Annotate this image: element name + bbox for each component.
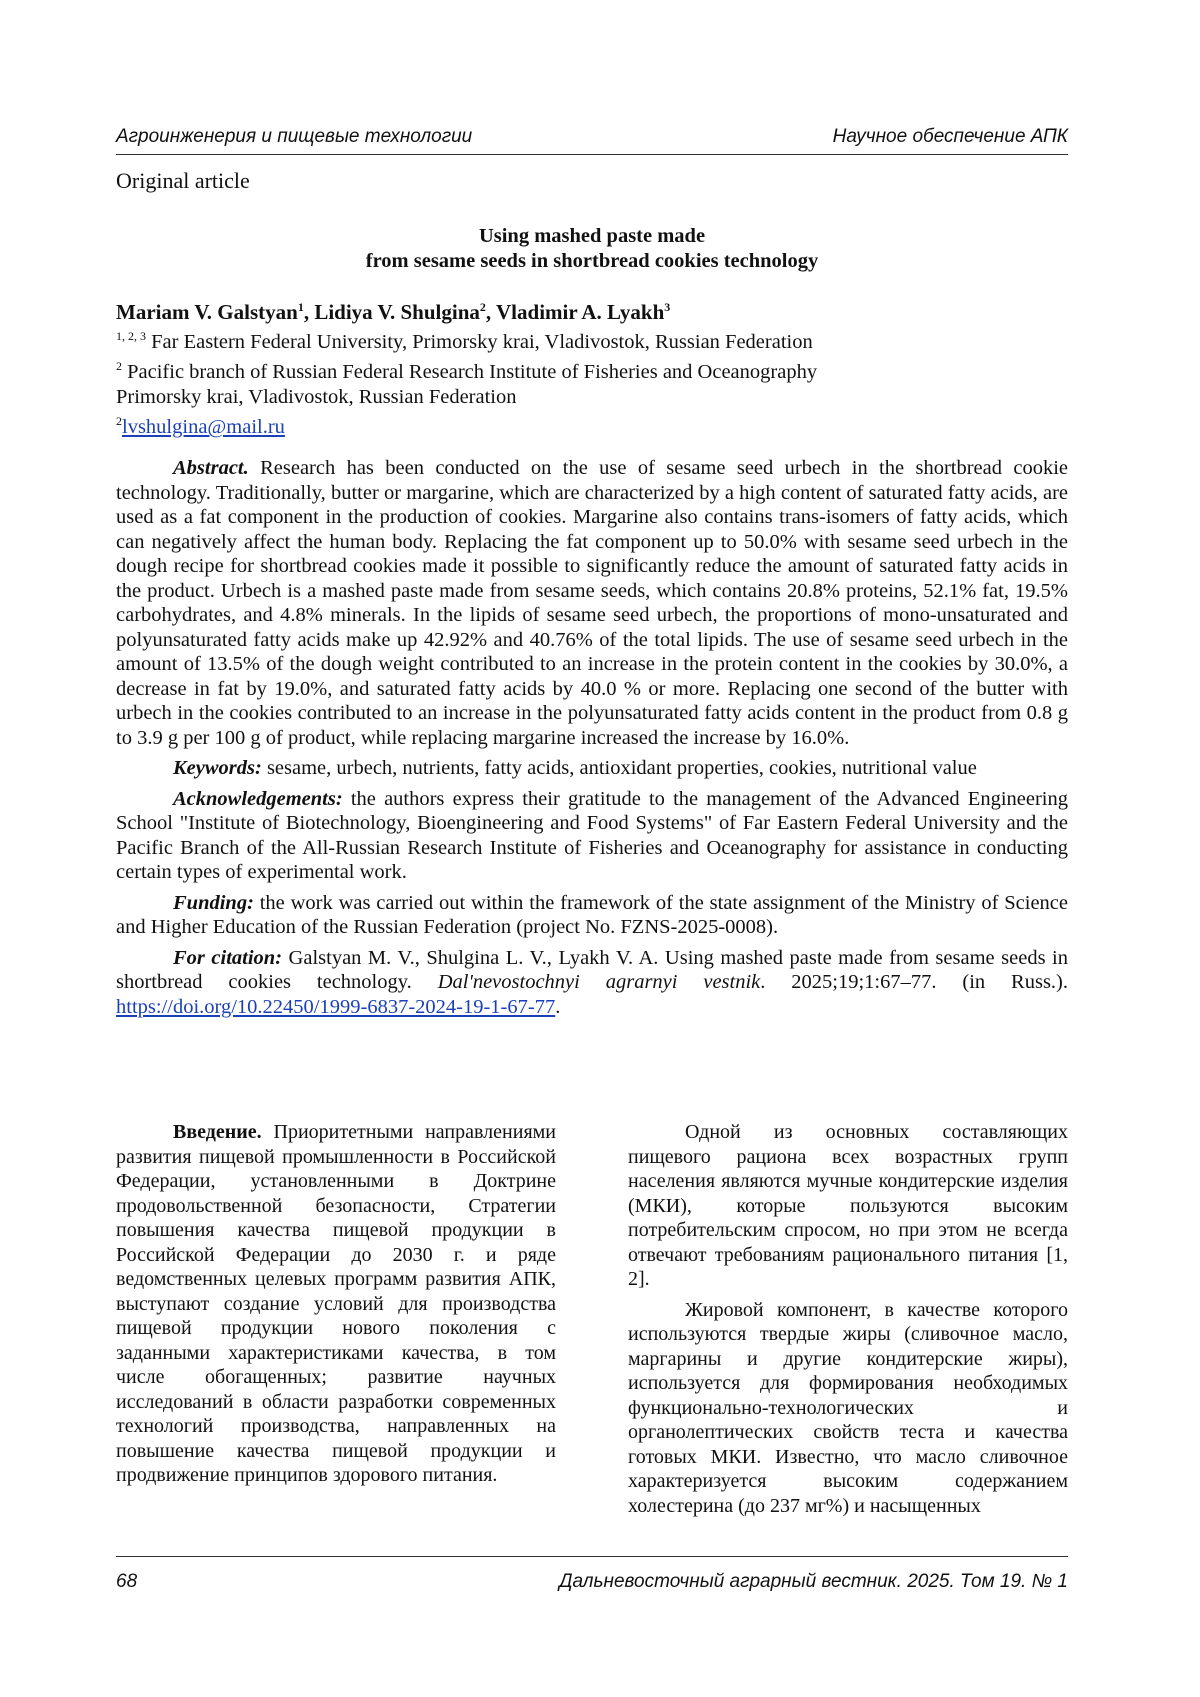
- running-header: [116, 124, 1068, 155]
- funding-text: the work was carried out within the framework of the state assignment of the Ministry of Science and Higher Education of the Russian Federation (project No. FZNS-2025-0008).: [116, 891, 1068, 938]
- keywords-label: Keywords:: [173, 757, 262, 779]
- author-3-sup: 3: [664, 300, 671, 314]
- email-link[interactable]: lvshulgina@mail.ru: [122, 415, 285, 438]
- title-line-2: from sesame seeds in shortbread cookies technology: [365, 250, 819, 272]
- body-column-left: [116, 1120, 556, 1494]
- affiliation-1-text: Far Eastern Federal University, Primorsky krai, Vladivostok, Russian Federation: [146, 330, 813, 353]
- author-list: [116, 300, 1068, 325]
- abstract-section: [116, 456, 1068, 1025]
- abstract-paragraph: [116, 456, 1068, 750]
- affiliation-2-text: Pacific branch of Russian Federal Research Institute of Fisheries and Oceanography: [122, 361, 818, 384]
- author-2-sup: 2: [479, 300, 486, 314]
- affiliation-1-sup: 1, 2, 3: [116, 329, 146, 343]
- header-section: Агроинженерия и пищевые технологии: [116, 126, 473, 147]
- footer-journal: Дальневосточный аграрный вестник. 2025. Том 19. № 1: [559, 1571, 1068, 1592]
- body-paragraph-2: Жировой компонент, в качестве которого используются твердые жиры (сливочное масло, маргарины и другие кондитерские жиры), используется для формирования необходимых функционально-технологических и органолептических свойств теста и качества готовых МКИ. Известно, что масло сливочное характеризуется высоким содержанием холестерина (до 237 мг%) и насыщенных: [628, 1298, 1068, 1517]
- acknowledgements-label: Acknowledgements:: [173, 787, 343, 810]
- citation-details: . 2025;19;1:67–77. (in Russ.).: [760, 971, 1068, 993]
- abstract-label: Abstract.: [173, 457, 249, 479]
- author-separator: ,: [303, 300, 315, 324]
- email-sup: 2: [116, 414, 122, 429]
- page-number: 68: [116, 1571, 138, 1592]
- citation-end: .: [555, 995, 561, 1018]
- acknowledgements-paragraph: [116, 787, 1068, 885]
- title-line-1: Using mashed paste made: [478, 225, 706, 247]
- author-2: Lidiya V. Shulgina: [314, 300, 480, 324]
- author-3: Vladimir A. Lyakh: [496, 300, 665, 324]
- body-paragraph-1: Одной из основных составляющих пищевого рациона всех возрастных групп населения являются мучные кондитерские изделия (МКИ), которые пользуются высоким потребительским спросом, но при этом не всегда отвечают требованиям рационального питания [1, 2].: [628, 1121, 1068, 1290]
- affiliations: [116, 324, 1068, 439]
- citation-paragraph: [116, 946, 1068, 1020]
- funding-label: Funding:: [173, 891, 254, 914]
- intro-paragraph: [116, 1120, 556, 1488]
- keywords-text: sesame, urbech, nutrients, fatty acids, antioxidant properties, cookies, nutritional value: [261, 757, 977, 779]
- header-journal-section: Научное обеспечение АПК: [832, 126, 1068, 147]
- article-type: Original article: [116, 168, 250, 193]
- keywords-paragraph: [116, 756, 1068, 781]
- body-column-right: [628, 1120, 1068, 1524]
- affiliation-2-location: Primorsky krai, Vladivostok, Russian Federation: [116, 385, 517, 408]
- page-footer: [116, 1556, 1068, 1592]
- citation-text: Galstyan M. V., Shulgina L. V., Lyakh V. A. Using mashed paste made from sesame seeds in shortbread cookies technology.: [116, 946, 1069, 993]
- citation-journal: Dal'nevostochnyi agrarnyi vestnik: [437, 971, 761, 993]
- abstract-text: Research has been conducted on the use of sesame seed urbech in the shortbread cookie technology. Traditionally, butter or margarine, which are characterized by a high content of saturated fatty acids, are used as a fat component in the production of cookies. Margarine also contains trans-isomers of fatty acids, which can negatively affect the human body. Replacing the fat component up to 50.0% with sesame seed urbech in the dough recipe for shortbread cookies made it possible to significantly reduce the amount of saturated fatty acids in the product. Urbech is a mashed paste made from sesame seeds, which contains 20.8% proteins, 52.1% fat, 19.5% carbohydrates, and 4.8% minerals. In the lipids of sesame seed urbech, the proportions of mono-unsaturated and polyunsaturated fatty acids make up 42.92% and 40.76% of the total lipids. The use of sesame seed urbech in the amount of 13.5% of the dough weight contributed to an increase in the protein content in the cookies by 30.0%, a decrease in fat by 19.0%, and saturated fatty acids by 40.0 % or more. Replacing one second of the butter with urbech in the cookies contributed to an increase in the polyunsaturated fatty acids content in the product from 0.8 g to 3.9 g per 100 g of product, while replacing margarine increased the increase by 16.0%.: [116, 457, 1068, 749]
- author-1-sup: 1: [297, 300, 304, 314]
- article-title: [116, 224, 1068, 274]
- author-1: Mariam V. Galstyan: [116, 300, 298, 324]
- intro-text: Приоритетными направлениями развития пищевой промышленности в Российской Федерации, установленными в Доктрине продовольственной безопасности, Стратегии повышения качества пищевой продукции в Российской Федерации до 2030 г. и ряде ведомственных целевых программ развития АПК, выступают создание условий для производства пищевой продукции нового поколения с заданными характеристиками качества, в том числе обогащенных; развитие научных исследований в области разработки современных технологий производства, направленных на повышение качества пищевой продукции и продвижение принципов здорового питания.: [116, 1121, 556, 1486]
- affiliation-2-sup: 2: [116, 359, 122, 374]
- intro-label: Введение.: [173, 1121, 262, 1143]
- author-separator: ,: [485, 300, 497, 324]
- citation-label: For citation:: [173, 946, 283, 969]
- email-line: [116, 409, 1068, 439]
- funding-paragraph: [116, 891, 1068, 940]
- affiliation-2: [116, 354, 1068, 384]
- affiliation-1: [116, 324, 1068, 354]
- doi-link[interactable]: https://doi.org/10.22450/1999-6837-2024-19-1-67-77: [116, 995, 556, 1018]
- acknowledgements-text: the authors express their gratitude to the management of the Advanced Engineering School "Institute of Biotechnology, Bioengineering and Food Systems" of Far Eastern Federal University and the Pacific Branch of the All-Russian Research Institute of Fisheries and Oceanography for assistance in conducting certain types of experimental work.: [116, 787, 1068, 883]
